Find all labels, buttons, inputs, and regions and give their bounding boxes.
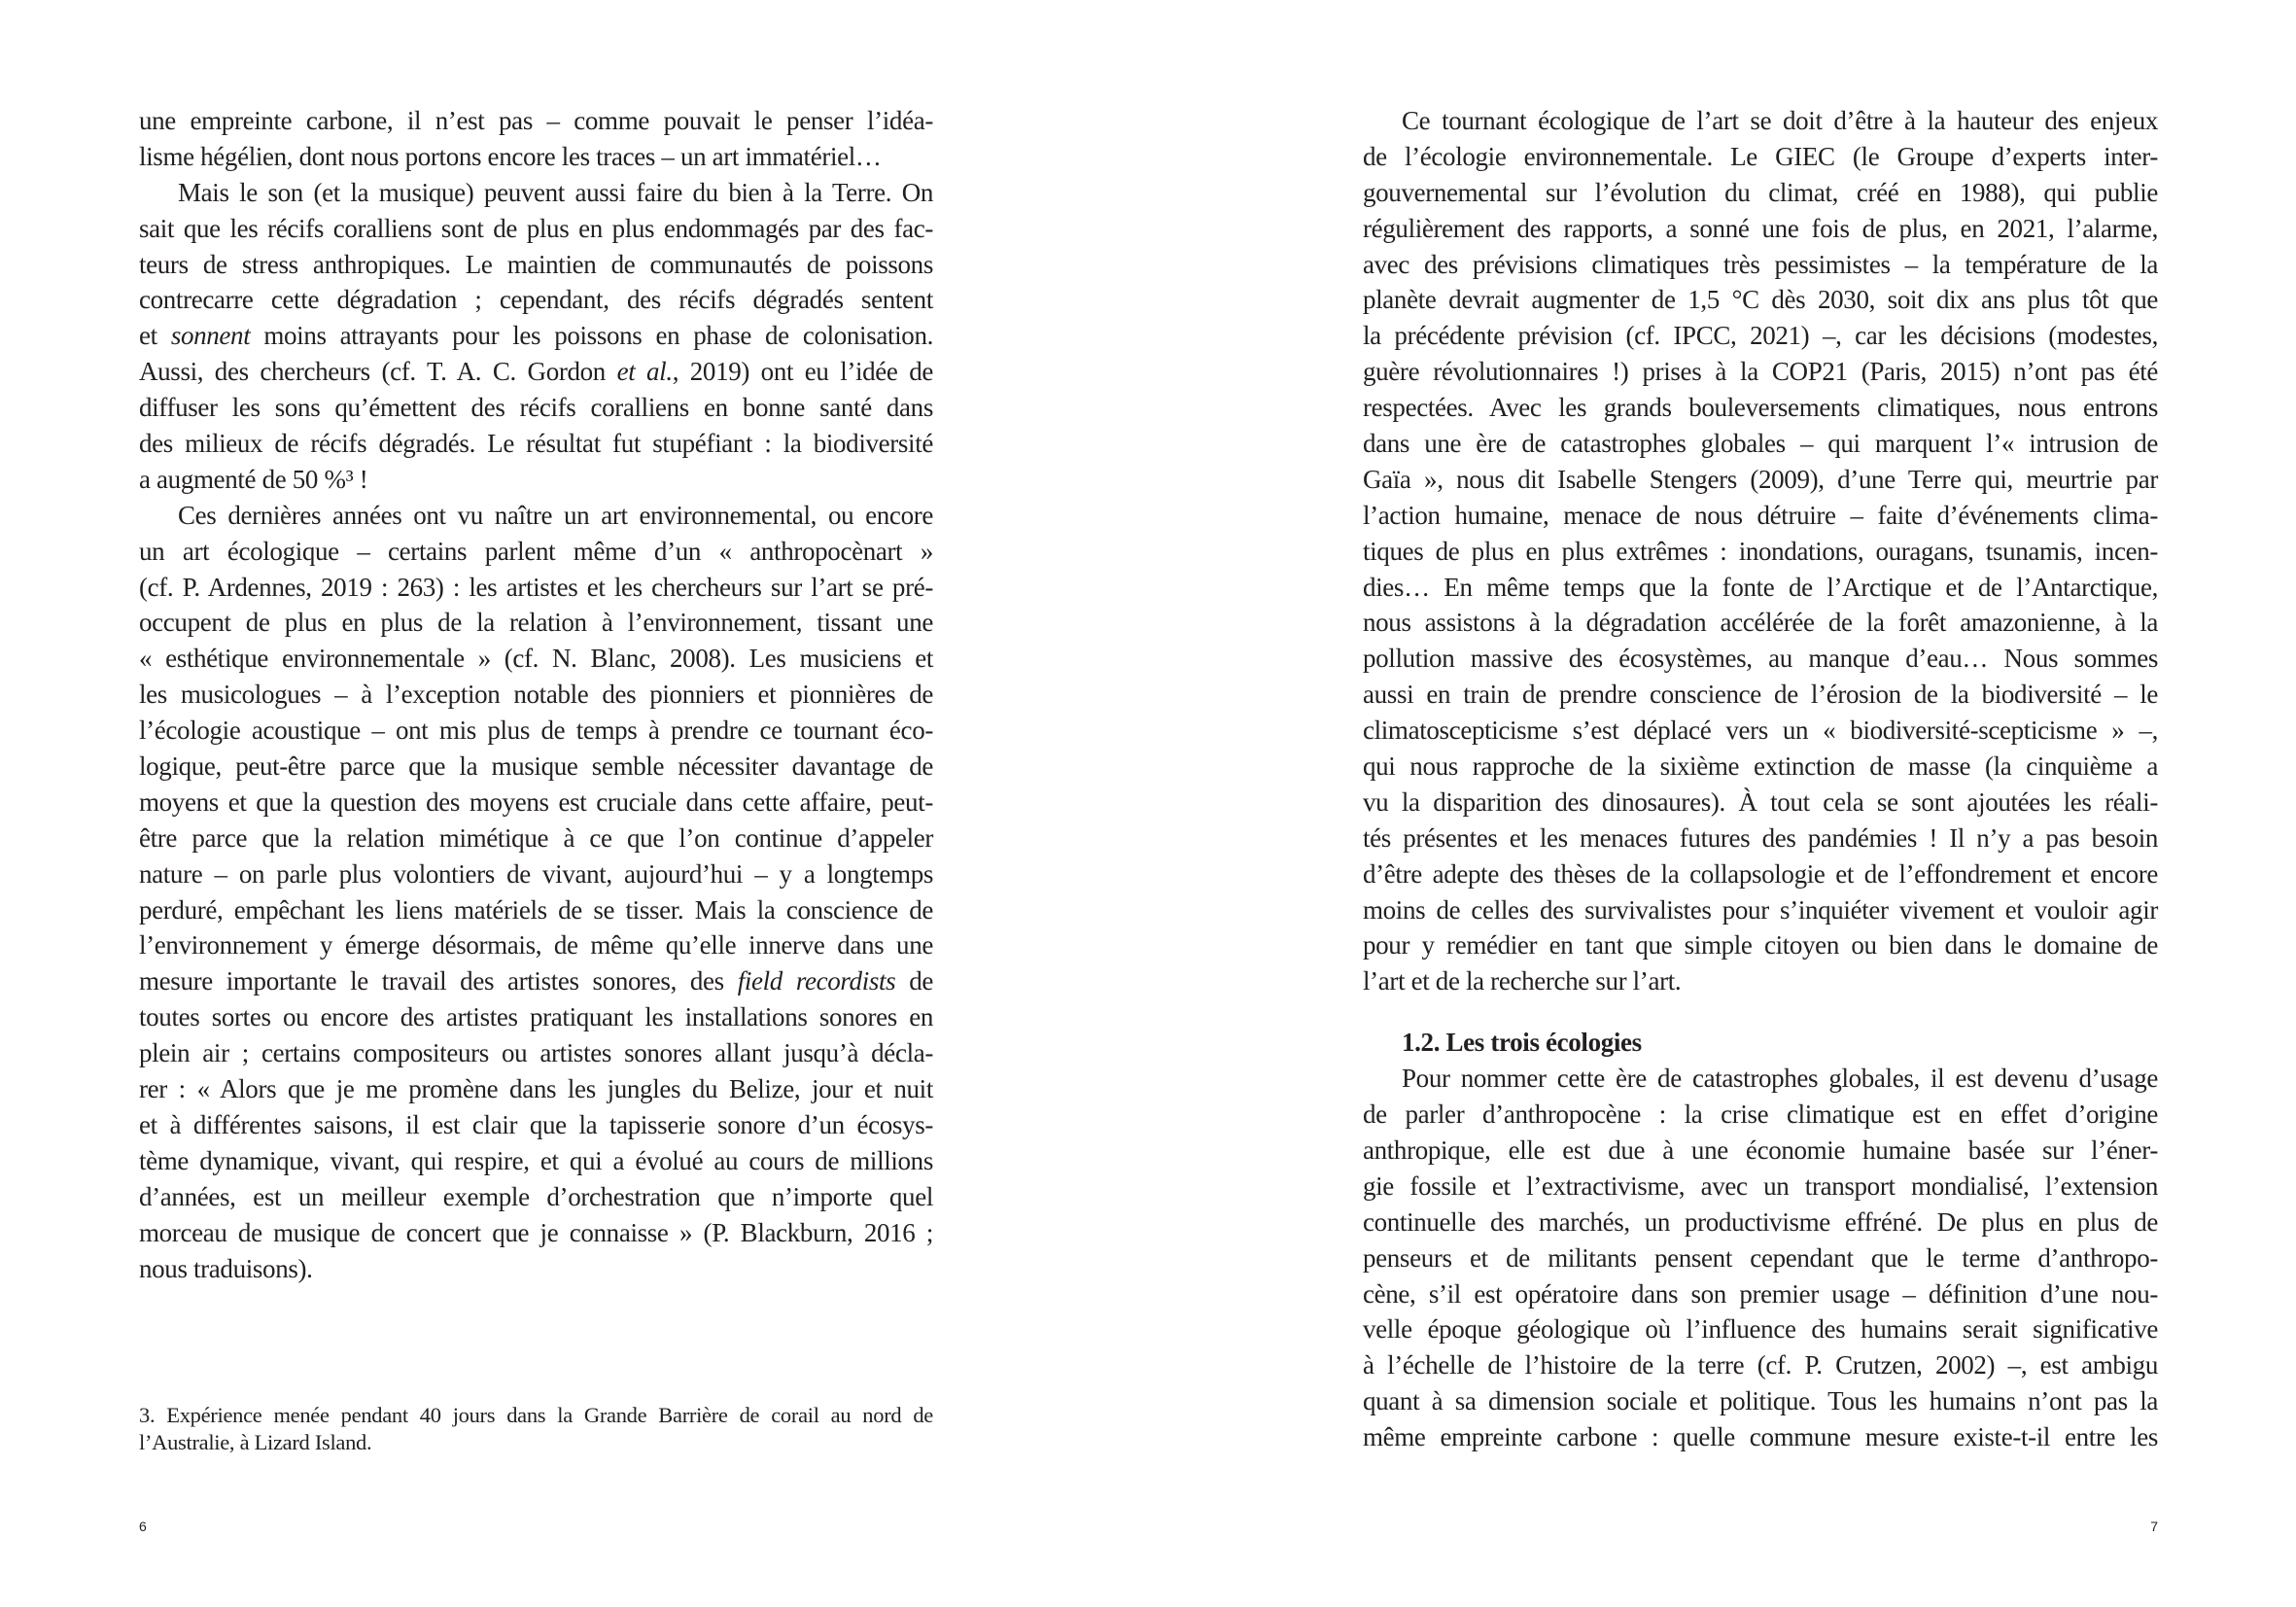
text-line: les musicologues – à l’exception notable des pionniers et pionnières de	[139, 680, 933, 710]
text-line: pollution massive des écosystèmes, au manque d’eau… Nous sommes	[1363, 644, 2158, 674]
text-line: anthropique, elle est due à une économie humaine basée sur l’éner-	[1363, 1135, 2158, 1165]
text-line: cène, s’il est opératoire dans son premier usage – définition d’une nou-	[1363, 1278, 2158, 1309]
text-line: toutes sortes ou encore des artistes pratiquant les installations sonores en	[139, 1002, 933, 1032]
text-line: sait que les récifs coralliens sont de plus en plus endommagés par des fac-	[139, 213, 933, 243]
text-line: occupent de plus en plus de la relation à l’environnement, tissant une	[139, 608, 933, 638]
text-line: Gaïa », nous dit Isabelle Stengers (2009), d’une Terre qui, meurtrie par	[1363, 464, 2158, 494]
text-line: dans une ère de catastrophes globales – qui marquent l’« intrusion de	[1363, 429, 2158, 459]
text-line: l’art et de la recherche sur l’art.	[1363, 966, 1682, 996]
text-line: qui nous rapproche de la sixième extinction de masse (la cinquième a	[1363, 751, 2158, 782]
text-line: lisme hégélien, dont nous portons encore les traces – un art immatériel…	[139, 141, 882, 171]
text-line: guère révolutionnaires !) prises à la COP21 (Paris, 2015) n’ont pas été	[1363, 357, 2158, 387]
text-line: continuelle des marchés, un productivisme effréné. De plus en plus de	[1363, 1206, 2158, 1237]
text-line: aussi en train de prendre conscience de l’érosion de la biodiversité – le	[1363, 680, 2158, 710]
text-line: pour y remédier en tant que simple citoyen ou bien dans le domaine de	[1363, 930, 2158, 961]
text-line: à l’échelle de l’histoire de la terre (cf. P. Crutzen, 2002) –, est ambigu	[1363, 1350, 2158, 1380]
section-heading: 1.2. Les trois écologies	[1402, 1028, 1642, 1058]
text-line: logique, peut-être parce que la musique semble nécessiter davantage de	[139, 751, 933, 782]
text-line: quant à sa dimension sociale et politique. Tous les humains n’ont pas la	[1363, 1386, 2158, 1416]
text-line: une empreinte carbone, il n’est pas – comme pouvait le penser l’idéa-	[139, 106, 933, 135]
italic-term: field recordists	[737, 966, 896, 996]
text-line: de l’écologie environnementale. Le GIEC (le Groupe d’experts inter-	[1363, 141, 2158, 171]
text-line: velle époque géologique où l’influence des humains serait significative	[1363, 1314, 2158, 1345]
text-line: tés présentes et les menaces futures des pandémies ! Il n’y a pas besoin	[1363, 822, 2158, 853]
italic-term: sonnent	[170, 321, 251, 351]
text-line: planète devrait augmenter de 1,5 °C dès 2030, soit dix ans plus tôt que	[1363, 285, 2158, 315]
text-line: « esthétique environnementale » (cf. N. Blanc, 2008). Les musiciens et	[139, 644, 933, 674]
text-line: l’action humaine, menace de nous détruire – faite d’événements clima-	[1363, 500, 2158, 530]
page-number-right: 7	[2150, 1519, 2158, 1534]
footnote-line: 3. Expérience menée pendant 40 jours dans la Grande Barrière de corail au nord de	[139, 1403, 933, 1427]
text-line: être parce que la relation mimétique à ce que l’on continue d’appeler	[139, 822, 933, 853]
text-line: moyens et que la question des moyens est cruciale dans cette affaire, peut-	[139, 786, 933, 817]
text-line: d’années, est un meilleur exemple d’orchestration que n’importe quel	[139, 1181, 933, 1211]
text-line: nous traduisons).	[139, 1253, 313, 1283]
text-line: nature – on parle plus volontiers de vivant, aujourd’hui – y a longtemps	[139, 858, 933, 889]
text-line: et à différentes saisons, il est clair que la tapisserie sonore d’un écosys-	[139, 1109, 933, 1139]
text-line: l’environnement y émerge désormais, de même qu’elle innerve dans une	[139, 930, 933, 961]
text-line: contrecarre cette dégradation ; cependant, des récifs dégradés sentent	[139, 285, 933, 315]
text-line: Pour nommer cette ère de catastrophes globales, il est devenu d’usage	[1402, 1064, 2158, 1094]
text-line: un art écologique – certains parlent même d’un « anthropocènart »	[139, 536, 933, 566]
text-line: (cf. P. Ardennes, 2019 : 263) : les artistes et les chercheurs sur l’art se pré-	[139, 572, 933, 602]
text-line: teurs de stress anthropiques. Le maintien de communautés de poissons	[139, 249, 933, 279]
footnote-line: l’Australie, à Lizard Island.	[139, 1430, 372, 1454]
text-line: dies… En même temps que la fonte de l’Arctique et de l’Antarctique,	[1363, 572, 2158, 602]
page-number-left: 6	[139, 1519, 147, 1534]
text-line: vu la disparition des dinosaures). À tout cela se sont ajoutées les réali-	[1363, 786, 2158, 817]
text-line: Mais le son (et la musique) peuvent aussi faire du bien à la Terre. On	[178, 177, 933, 207]
text-line: gouvernemental sur l’évolution du climat, créé en 1988), qui publie	[1363, 177, 2158, 207]
text-line: Aussi, des chercheurs (cf. T. A. C. Gordon et al., 2019) ont eu l’idée de	[139, 357, 933, 387]
text-line: même empreinte carbone : quelle commune mesure existe-t-il entre les	[1363, 1422, 2158, 1452]
text-line: gie fossile et l’extractivisme, avec un transport mondialisé, l’extension	[1363, 1170, 2158, 1201]
text-line: tème dynamique, vivant, qui respire, et qui a évolué au cours de millions	[139, 1145, 933, 1175]
italic-term: et al.	[616, 357, 673, 387]
text-line: des milieux de récifs dégradés. Le résultat fut stupéfiant : la biodiversité	[139, 429, 933, 459]
text-line: penseurs et de militants pensent cependant que le terme d’anthropo-	[1363, 1242, 2158, 1273]
text-line: perduré, empêchant les liens matériels de se tisser. Mais la conscience de	[139, 894, 933, 925]
text-line: avec des prévisions climatiques très pessimistes – la température de la	[1363, 249, 2158, 279]
text-line: rer : « Alors que je me promène dans les jungles du Belize, jour et nuit	[139, 1074, 933, 1104]
text-line: de parler d’anthropocène : la crise climatique est en effet d’origine	[1363, 1100, 2158, 1130]
text-line: plein air ; certains compositeurs ou artistes sonores allant jusqu’à décla-	[139, 1038, 933, 1068]
text-line: morceau de musique de concert que je connaisse » (P. Blackburn, 2016 ;	[139, 1217, 933, 1247]
text-line: a augmenté de 50 %³ !	[139, 464, 368, 494]
right-page-body	[1363, 103, 2158, 1455]
text-line: l’écologie acoustique – ont mis plus de temps à prendre ce tournant éco-	[139, 716, 933, 746]
footnote	[139, 1402, 933, 1456]
text-line: Ces dernières années ont vu naître un art environnemental, ou encore	[178, 500, 933, 530]
text-line: climatoscepticisme s’est déplacé vers un « biodiversité-scepticisme » –,	[1363, 716, 2158, 746]
text-line: mesure importante le travail des artistes sonores, des field recordists de	[139, 966, 933, 996]
text-line: d’être adepte des thèses de la collapsologie et de l’effondrement et encore	[1363, 858, 2158, 889]
text-line: nous assistons à la dégradation accélérée de la forêt amazonienne, à la	[1363, 608, 2158, 638]
text-line: régulièrement des rapports, a sonné une fois de plus, en 2021, l’alarme,	[1363, 213, 2158, 243]
text-line: tiques de plus en plus extrêmes : inondations, ouragans, tsunamis, incen-	[1363, 536, 2158, 566]
text-line: moins de celles des survivalistes pour s’inquiéter vivement et vouloir agir	[1363, 894, 2158, 925]
text-line: et sonnent moins attrayants pour les poissons en phase de colonisation.	[139, 321, 934, 351]
text-line: Ce tournant écologique de l’art se doit d’être à la hauteur des enjeux	[1402, 106, 2158, 135]
text-line: respectées. Avec les grands bouleversements climatiques, nous entrons	[1363, 393, 2158, 423]
text-line: la précédente prévision (cf. IPCC, 2021) –, car les décisions (modestes,	[1363, 321, 2158, 351]
left-page-body	[139, 103, 933, 1286]
text-line: diffuser les sons qu’émettent des récifs coralliens en bonne santé dans	[139, 393, 933, 423]
